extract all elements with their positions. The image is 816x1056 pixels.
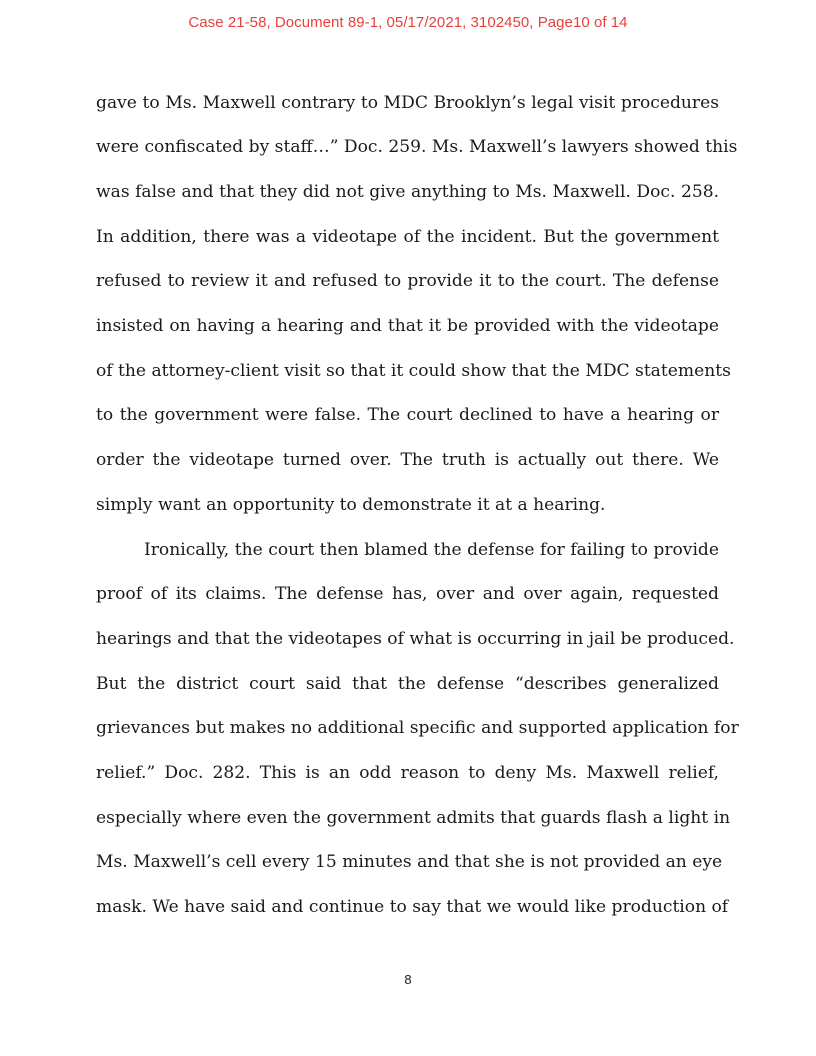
text-line: were confiscated by staff…” Doc. 259. Ms. Maxwell’s lawyers showed this <box>96 137 738 157</box>
text-line: order the videotape turned over. The truth is actually out there. We <box>96 450 719 470</box>
text-line: But the district court said that the defense “describes generalized <box>96 674 719 694</box>
text-line: hearings and that the videotapes of what is occurring in jail be produced. <box>96 629 735 649</box>
text-line: Ms. Maxwell’s cell every 15 minutes and that she is not provided an eye <box>96 852 723 872</box>
text-line: simply want an opportunity to demonstrate it at a hearing. <box>96 495 606 515</box>
text-line: proof of its claims. The defense has, over and over again, requested <box>96 584 719 604</box>
text-line: grievances but makes no additional specific and supported application for <box>96 718 739 738</box>
text-line: was false and that they did not give anything to Ms. Maxwell. Doc. 258. <box>96 182 719 202</box>
text-line: Ironically, the court then blamed the defense for failing to provide <box>144 540 719 560</box>
text-line: of the attorney-client visit so that it could show that the MDC statements <box>96 361 731 381</box>
page-number: 8 <box>404 972 412 987</box>
text-line: In addition, there was a videotape of the incident. But the government <box>96 227 719 247</box>
text-line: to the government were false. The court declined to have a hearing or <box>96 405 719 425</box>
text-line: gave to Ms. Maxwell contrary to MDC Brooklyn’s legal visit procedures <box>96 93 719 113</box>
text-line: relief.” Doc. 282. This is an odd reason to deny Ms. Maxwell relief, <box>96 763 719 783</box>
case-header: Case 21-58, Document 89-1, 05/17/2021, 3102450, Page10 of 14 <box>188 14 628 31</box>
text-line: insisted on having a hearing and that it be provided with the videotape <box>96 316 719 336</box>
text-line: mask. We have said and continue to say that we would like production of <box>96 897 729 917</box>
text-line: refused to review it and refused to provide it to the court. The defense <box>96 271 719 291</box>
text-line: especially where even the government admits that guards flash a light in <box>96 808 731 828</box>
